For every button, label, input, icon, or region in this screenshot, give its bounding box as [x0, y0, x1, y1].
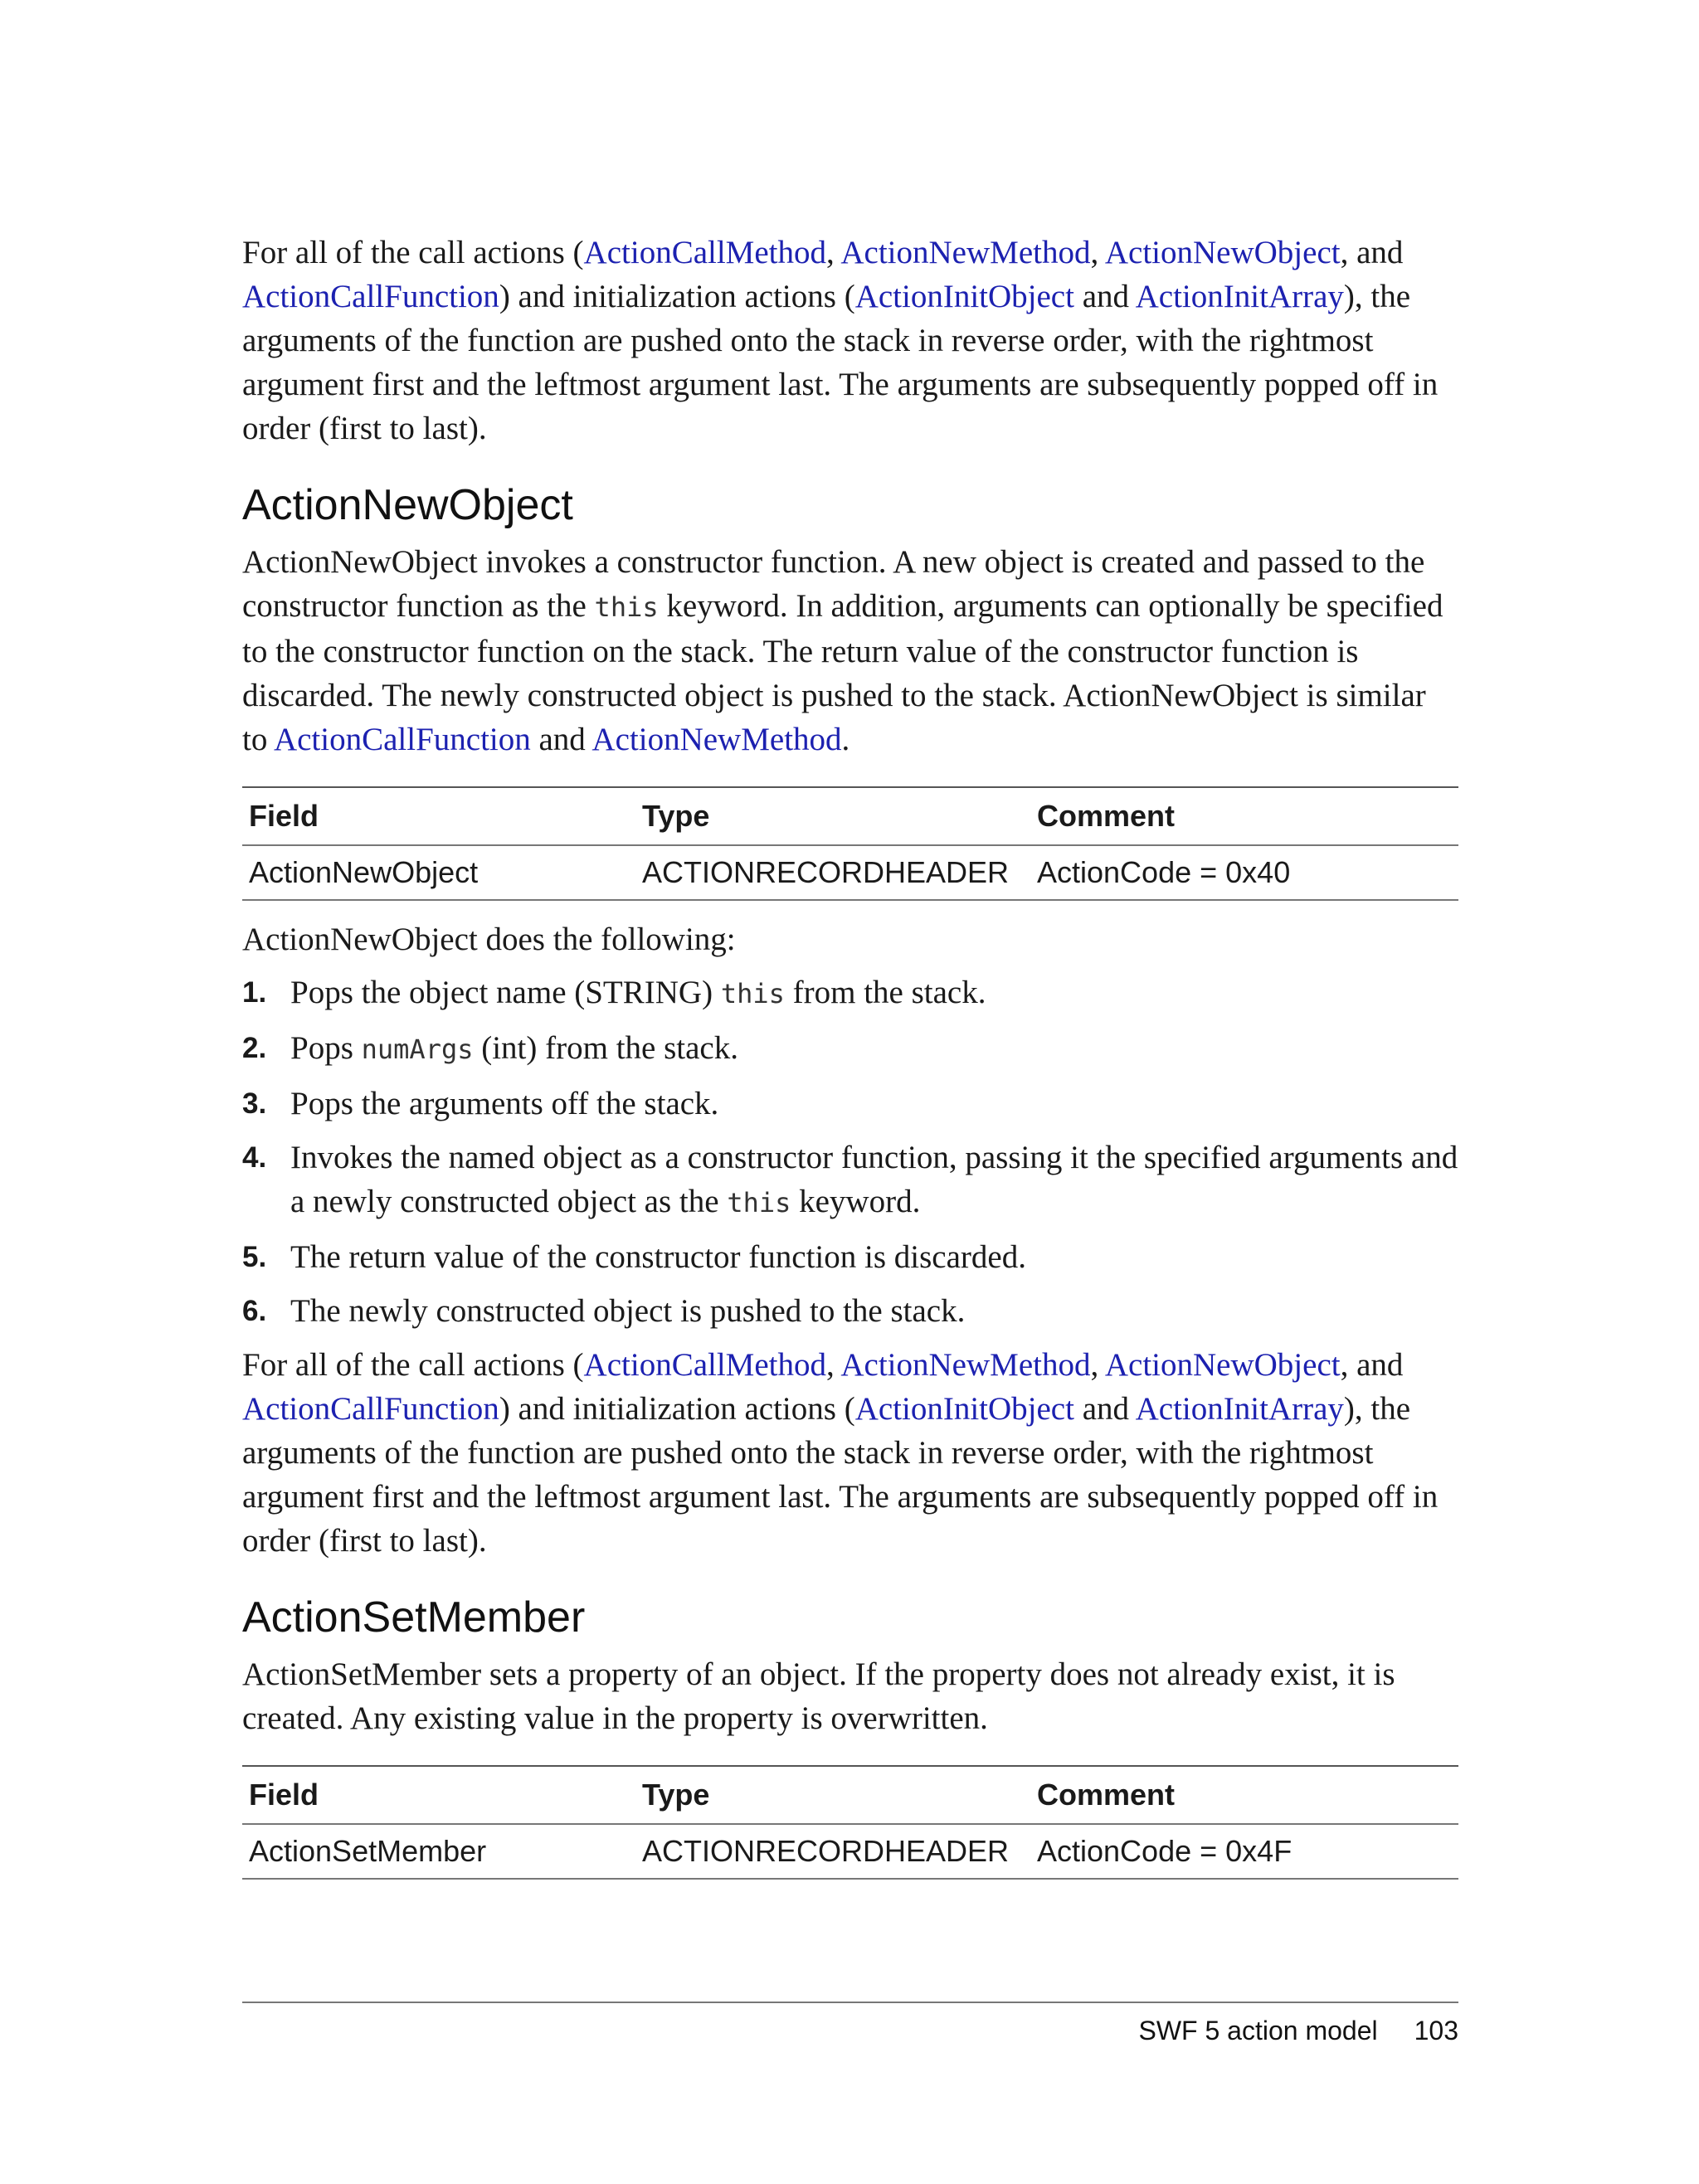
table-row	[242, 845, 1458, 900]
text-run: For all of the call actions (	[242, 1347, 584, 1383]
text-run: from the stack.	[784, 975, 986, 1010]
link-action-call-function[interactable]: ActionCallFunction	[242, 279, 499, 314]
section-heading-action-new-object: ActionNewObject	[242, 481, 573, 529]
cell-field: ActionSetMember	[242, 1824, 635, 1879]
column-header-field: Field	[242, 787, 635, 845]
step-number: 5.	[242, 1241, 267, 1273]
text-run: .	[841, 722, 850, 757]
does-following-intro: ActionNewObject does the following:	[242, 922, 736, 957]
text-run: Pops	[290, 1030, 362, 1066]
table-row	[242, 1824, 1458, 1879]
link-action-call-method[interactable]: ActionCallMethod	[583, 1347, 827, 1383]
list-item	[242, 970, 1458, 1016]
step-number: 6.	[242, 1295, 267, 1327]
closing-paragraph	[242, 1343, 1458, 1563]
text-run: and	[530, 722, 592, 757]
intro-paragraph	[242, 231, 1458, 450]
link-action-new-object[interactable]: ActionNewObject	[1104, 1347, 1341, 1383]
text-run: ,	[826, 1347, 841, 1383]
page-content	[242, 231, 1458, 1880]
text-run: and	[1073, 279, 1136, 314]
action-set-member-table	[242, 1765, 1458, 1880]
link-action-call-function[interactable]: ActionCallFunction	[242, 1391, 499, 1427]
text-run: Pops the object name (STRING)	[290, 975, 721, 1010]
link-action-init-object[interactable]: ActionInitObject	[854, 279, 1074, 314]
text-run: ) and initialization actions (	[499, 279, 855, 314]
cell-type: ACTIONRECORDHEADER	[635, 1824, 1030, 1879]
link-action-call-method[interactable]: ActionCallMethod	[583, 235, 827, 270]
text-run: keyword.	[791, 1184, 921, 1219]
text-run: Pops the arguments off the stack.	[290, 1086, 719, 1121]
action-new-object-description	[242, 540, 1458, 761]
text-run: ), the arguments of the function are pushed onto the stack in reverse order, with the rightmost argument first and the leftmost argument last. The arguments are subsequently popped off in order (first to last).	[242, 279, 1439, 446]
text-run: ) and initialization actions (	[499, 1391, 855, 1427]
table-header-row	[242, 787, 1458, 845]
text-run: The return value of the constructor function is discarded.	[290, 1239, 1026, 1275]
link-action-call-function[interactable]: ActionCallFunction	[273, 722, 531, 757]
cell-field: ActionNewObject	[242, 845, 635, 900]
list-item	[242, 1026, 1458, 1072]
text-run: ,	[1090, 1347, 1105, 1383]
link-action-init-array[interactable]: ActionInitArray	[1135, 279, 1344, 314]
list-item	[242, 1082, 1458, 1126]
link-action-init-array[interactable]: ActionInitArray	[1135, 1391, 1344, 1427]
column-header-comment: Comment	[1030, 787, 1458, 845]
list-item	[242, 1289, 1458, 1333]
text-run: ,	[826, 235, 841, 270]
section-heading-action-set-member: ActionSetMember	[242, 1593, 586, 1642]
table-header-row	[242, 1766, 1458, 1824]
text-run: keyword. In addition, arguments can optionally be specified to the constructor function on the stack. The return value of the constructor function is discarded. The newly constructed object is pushed to the stack. ActionNewObject is similar to	[242, 588, 1443, 757]
code-this: this	[720, 978, 785, 1009]
text-run: Invokes the named object as a constructor function, passing it the specified arguments and a newly constructed object as the	[290, 1140, 1458, 1219]
cell-comment: ActionCode = 0x4F	[1030, 1824, 1458, 1879]
code-this: this	[594, 591, 659, 623]
cell-type: ACTIONRECORDHEADER	[635, 845, 1030, 900]
text-run: The newly constructed object is pushed to the stack.	[290, 1293, 966, 1329]
column-header-type: Type	[635, 787, 1030, 845]
link-action-new-object[interactable]: ActionNewObject	[1104, 235, 1341, 270]
column-header-type: Type	[635, 1766, 1030, 1824]
list-item	[242, 1136, 1458, 1225]
text-run: ActionNewObject invokes a constructor function. A new object is created and passed to the constructor function as the	[242, 544, 1425, 624]
column-header-comment: Comment	[1030, 1766, 1458, 1824]
code-numargs: numArgs	[361, 1034, 474, 1065]
text-run: (int) from the stack.	[473, 1030, 738, 1066]
steps-list	[242, 970, 1458, 1333]
column-header-field: Field	[242, 1766, 635, 1824]
code-this: this	[727, 1187, 791, 1218]
footer-divider	[242, 2002, 1458, 2003]
page-number: 103	[1414, 2016, 1458, 2045]
link-action-new-method[interactable]: ActionNewMethod	[840, 1347, 1091, 1383]
text-run: and	[1073, 1391, 1136, 1427]
footer-section-title: SWF 5 action model	[1138, 2016, 1378, 2045]
cell-comment: ActionCode = 0x40	[1030, 845, 1458, 900]
page-footer	[1139, 2016, 1459, 2046]
text-run: , and	[1340, 1347, 1404, 1383]
step-number: 3.	[242, 1087, 267, 1120]
text-run: For all of the call actions (	[242, 235, 584, 270]
link-action-init-object[interactable]: ActionInitObject	[854, 1391, 1074, 1427]
link-action-new-method[interactable]: ActionNewMethod	[591, 722, 842, 757]
text-run: ), the arguments of the function are pushed onto the stack in reverse order, with the rightmost argument first and the leftmost argument last. The arguments are subsequently popped off in order (first to last).	[242, 1391, 1439, 1559]
action-set-member-description: ActionSetMember sets a property of an object. If the property does not already exist, it is created. Any existing value in the property is overwritten.	[242, 1656, 1395, 1736]
step-number: 4.	[242, 1141, 267, 1174]
text-run: , and	[1340, 235, 1404, 270]
text-run: ,	[1090, 235, 1105, 270]
step-number: 2.	[242, 1032, 267, 1064]
step-number: 1.	[242, 976, 267, 1009]
list-item	[242, 1235, 1458, 1279]
action-new-object-table	[242, 786, 1458, 901]
link-action-new-method[interactable]: ActionNewMethod	[840, 235, 1091, 270]
